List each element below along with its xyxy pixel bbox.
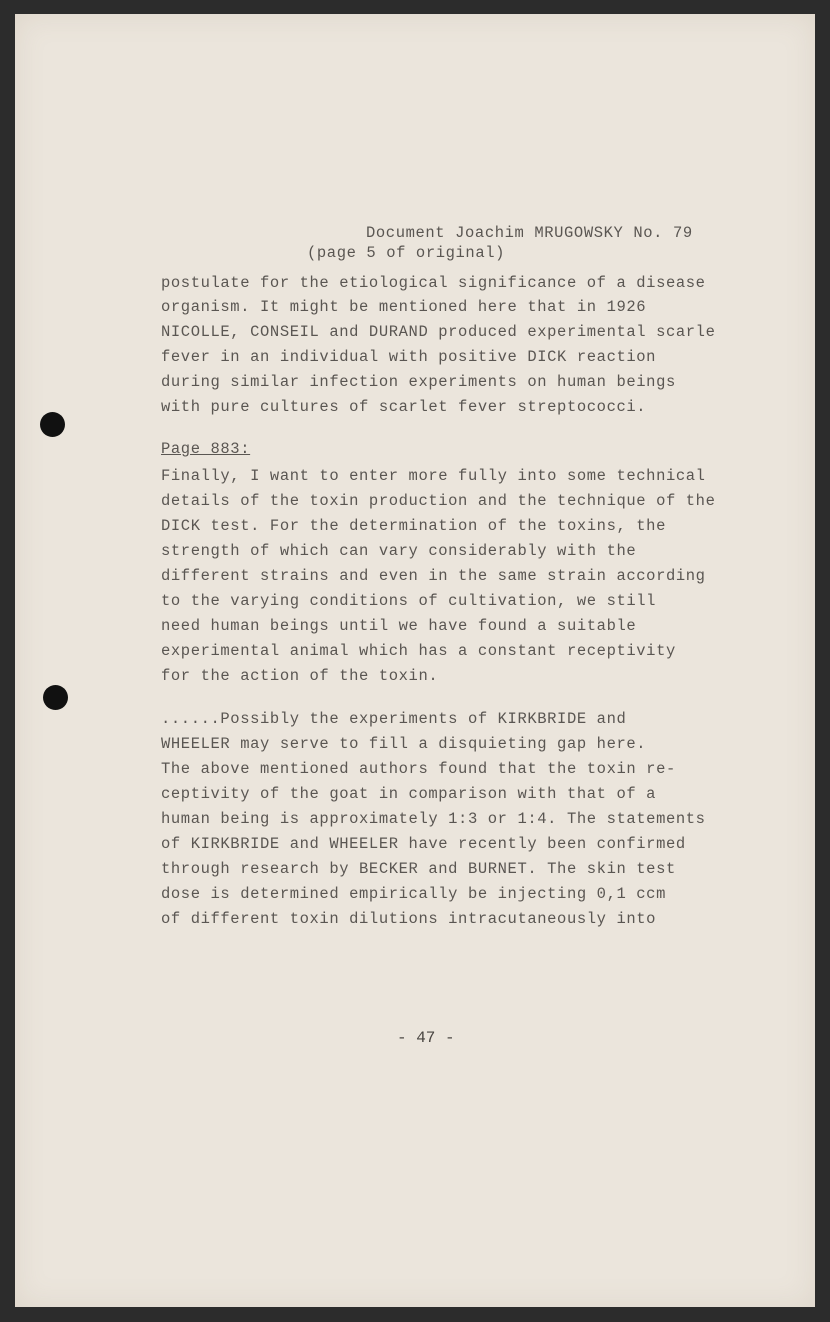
punch-hole [43, 685, 68, 710]
text-line: of different toxin dilutions intracutaneously into [161, 910, 657, 928]
punch-hole [40, 412, 65, 437]
text-line: details of the toxin production and the technique of the [161, 492, 716, 510]
text-line: WHEELER may serve to fill a disquieting gap here. [161, 735, 647, 753]
text-line: NICOLLE, CONSEIL and DURAND produced experimental scarle [161, 323, 716, 341]
text-line: organism. It might be mentioned here that in 1926 [161, 298, 647, 316]
text-line: experimental animal which has a constant receptivity [161, 642, 676, 660]
text-line: strength of which can vary considerably with the [161, 542, 637, 560]
text-line: during similar infection experiments on human beings [161, 373, 676, 391]
text-line: fever in an individual with positive DICK reaction [161, 348, 657, 366]
text-line: ......Possibly the experiments of KIRKBRIDE and [161, 710, 627, 728]
text-line: Finally, I want to enter more fully into some technical [161, 467, 706, 485]
text-line: for the action of the toxin. [161, 667, 439, 685]
text-line: ceptivity of the goat in comparison with that of a [161, 785, 657, 803]
text-line: different strains and even in the same strain according [161, 567, 706, 585]
text-line: dose is determined empirically be injecting 0,1 ccm [161, 885, 666, 903]
text-line: DICK test. For the determination of the toxins, the [161, 517, 666, 535]
document-page [15, 14, 815, 1307]
text-line: The above mentioned authors found that the toxin re- [161, 760, 676, 778]
text-line: human being is approximately 1:3 or 1:4. The statements [161, 810, 706, 828]
document-title: Document Joachim MRUGOWSKY No. 79 [366, 224, 693, 242]
text-line: with pure cultures of scarlet fever streptococci. [161, 398, 647, 416]
document-subtitle: (page 5 of original) [307, 244, 506, 262]
text-line: to the varying conditions of cultivation, we still [161, 592, 657, 610]
text-line: postulate for the etiological significance of a disease [161, 274, 706, 292]
page-reference: Page 883: [161, 440, 251, 458]
page-number: - 47 - [397, 1029, 455, 1047]
text-line: need human beings until we have found a suitable [161, 617, 637, 635]
text-line: through research by BECKER and BURNET. The skin test [161, 860, 676, 878]
text-line: of KIRKBRIDE and WHEELER have recently been confirmed [161, 835, 686, 853]
